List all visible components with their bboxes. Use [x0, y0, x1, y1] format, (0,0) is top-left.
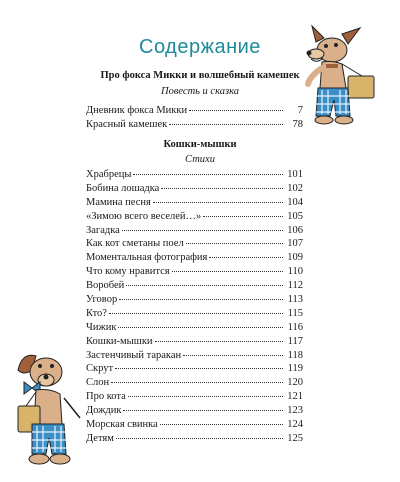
toc-entry[interactable] — [86, 432, 303, 446]
toc-entry[interactable] — [86, 168, 303, 182]
entry-title: Как кот сметаны поел — [86, 238, 184, 250]
entry-page: 101 — [287, 169, 303, 180]
entry-page: 113 — [287, 294, 303, 306]
toc-list-2 — [86, 168, 303, 446]
toc-entry[interactable] — [86, 404, 303, 418]
toc-entry[interactable] — [86, 293, 303, 307]
entry-title: Моментальная фотография — [86, 252, 208, 264]
toc-entry[interactable] — [86, 237, 303, 251]
toc-entry[interactable] — [86, 104, 303, 118]
dot-leader — [115, 367, 283, 369]
dot-leader — [119, 298, 283, 300]
entry-page: 104 — [287, 196, 303, 208]
dot-leader — [128, 395, 283, 397]
dot-leader — [155, 340, 283, 342]
entry-page: 118 — [287, 349, 303, 361]
toc-entry[interactable] — [86, 251, 303, 265]
entry-title: Бобина лошадка — [86, 182, 160, 194]
entry-title: Уговор — [86, 294, 118, 306]
section-subheading: Повесть и сказка — [161, 86, 239, 97]
dog-illustration-top — [302, 24, 384, 134]
dot-leader — [203, 215, 283, 217]
section-subheading: Стихи — [185, 154, 215, 165]
toc-entry[interactable] — [86, 349, 303, 363]
toc-entry[interactable] — [86, 362, 303, 376]
entry-page: 119 — [287, 363, 303, 375]
toc-entry[interactable] — [86, 390, 303, 404]
toc-entry[interactable] — [86, 265, 303, 279]
entry-page: 121 — [287, 391, 303, 403]
dot-leader — [189, 109, 283, 111]
toc-entry[interactable] — [86, 418, 303, 432]
toc-entry[interactable] — [86, 196, 303, 210]
toc-entry[interactable] — [86, 182, 303, 196]
dot-leader — [109, 312, 283, 314]
dot-leader — [122, 229, 283, 231]
dot-leader — [183, 354, 283, 356]
entry-title: Морская свинка — [86, 419, 158, 431]
entry-page: 102 — [287, 182, 303, 194]
entry-title: Храбрецы — [86, 169, 132, 180]
dot-leader — [123, 409, 283, 411]
entry-title: «Зимою всего веселей…» — [86, 210, 202, 222]
toc-entry[interactable] — [86, 376, 303, 390]
entry-page: 110 — [287, 266, 303, 278]
dot-leader — [172, 270, 283, 272]
dot-leader — [118, 326, 283, 328]
entry-page: 123 — [287, 405, 303, 417]
entry-title: Что кому нравится — [86, 266, 170, 278]
entry-title: Загадка — [86, 224, 120, 236]
toc-entry[interactable] — [86, 279, 303, 293]
section-heading: Кошки-мышки — [163, 139, 237, 150]
entry-page: 107 — [287, 238, 303, 250]
dot-leader — [186, 242, 283, 244]
dot-leader — [153, 201, 283, 203]
toc-entry[interactable] — [86, 210, 303, 224]
entry-page: 112 — [287, 280, 303, 292]
entry-title: Скрут — [86, 363, 114, 375]
dog-illustration-bottom — [6, 348, 90, 472]
entry-page: 125 — [287, 432, 303, 444]
entry-title: Застенчивый таракан — [86, 349, 182, 361]
toc-entry[interactable] — [86, 335, 303, 349]
entry-page: 106 — [287, 224, 303, 236]
entry-title: Слон — [86, 377, 110, 389]
entry-page: 109 — [287, 252, 303, 264]
dot-leader — [111, 381, 283, 383]
entry-page: 116 — [287, 321, 303, 333]
dot-leader — [161, 187, 283, 189]
entry-title: Кто? — [86, 307, 107, 319]
entry-title: Дождик — [86, 405, 122, 417]
toc-entry[interactable] — [86, 224, 303, 238]
toc-entry[interactable] — [86, 321, 303, 335]
dot-leader — [126, 284, 283, 286]
entry-page: 7 — [297, 105, 303, 116]
dot-leader — [169, 123, 283, 125]
toc-entry[interactable] — [86, 307, 303, 321]
section-heading: Про фокса Микки и волшебный камешек — [100, 70, 300, 81]
entry-page: 117 — [287, 335, 303, 347]
entry-title: Кошки-мышки — [86, 335, 153, 347]
dot-leader — [160, 423, 283, 425]
toc-entry[interactable] — [86, 118, 303, 132]
dot-leader — [133, 173, 283, 175]
entry-title: Чижик — [86, 321, 117, 333]
entry-page: 124 — [287, 419, 303, 431]
entry-page: 78 — [292, 118, 303, 130]
page-title: Содержание — [139, 36, 261, 58]
entry-page: 120 — [287, 377, 303, 389]
entry-title: Мамина песня — [86, 196, 151, 208]
entry-title: Детям — [86, 432, 114, 444]
dot-leader — [116, 437, 283, 439]
dot-leader — [209, 256, 283, 258]
entry-title: Про кота — [86, 391, 126, 403]
toc-list-1 — [86, 104, 303, 132]
entry-page: 105 — [287, 210, 303, 222]
entry-title: Дневник фокса Микки — [86, 105, 188, 116]
entry-title: Воробей — [86, 280, 125, 292]
entry-title: Красный камешек — [86, 118, 168, 130]
entry-page: 115 — [287, 307, 303, 319]
